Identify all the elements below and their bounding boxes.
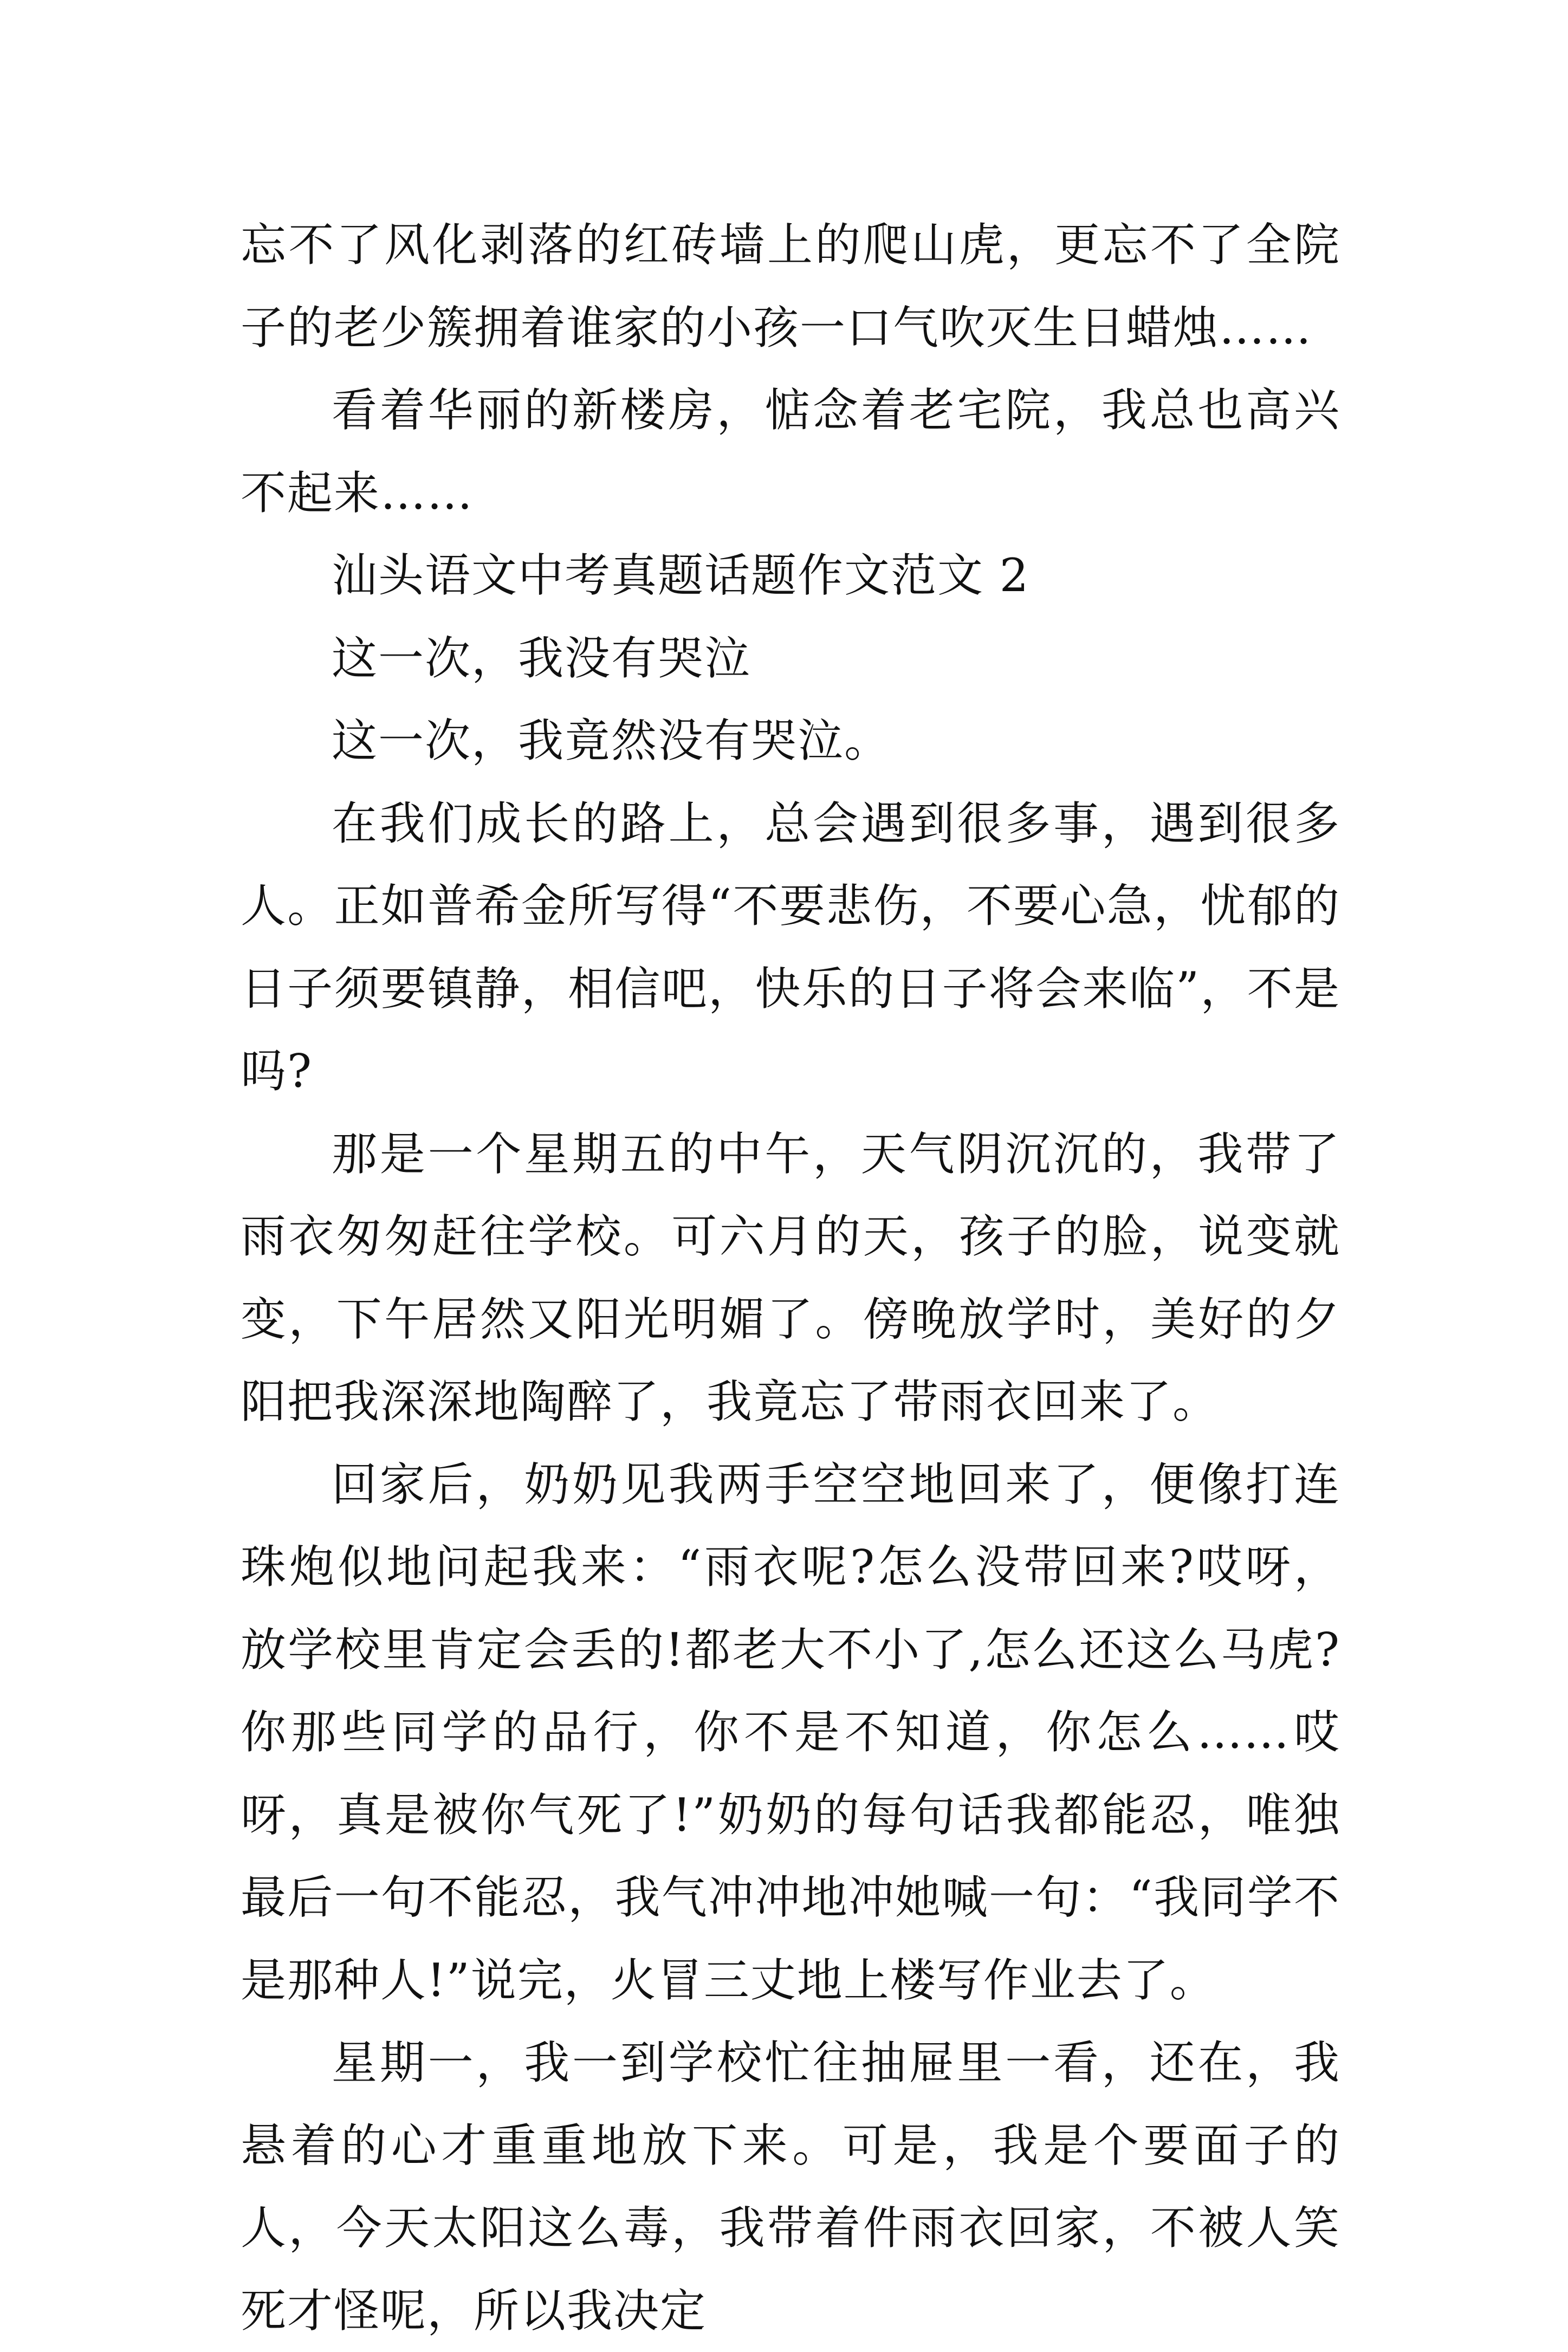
paragraph: 看着华丽的新楼房，惦念着老宅院，我总也高兴不起来……: [241, 384, 1340, 520]
essay-title: 这一次，我没有哭泣: [332, 631, 751, 685]
paragraph: 星期一，我一到学校忙往抽屉里一看，还在，我悬着的心才重重地放下来。可是，我是个要面子的人，今天太阳这么毒，我带着件雨衣回家，不被人笑死才怪呢，所以我决定: [241, 2036, 1340, 2337]
section-heading: 汕头语文中考真题话题作文范文 2: [332, 549, 1030, 602]
paragraph-continued: 忘不了风化剥落的红砖墙上的爬山虎，更忘不了全院子的老少簇拥着谁家的小孩一口气吹灭生日蜡烛……: [241, 218, 1340, 354]
paragraph: 回家后，奶奶见我两手空空地回来了，便像打连珠炮似地问起我来：“雨衣呢?怎么没带回来?哎呀，放学校里肯定会丢的!都老大不小了,怎么还这么马虎?你那些同学的品行，你不是不知道，你怎么……哎呀，真是被你气死了!”奶奶的每句话我都能忍，唯独最后一句不能忍，我气冲冲地冲她喊一句：“我同学不是那种人!”说完，火冒三丈地上楼写作业去了。: [241, 1457, 1340, 2007]
paragraph: 这一次，我竟然没有哭泣。: [332, 714, 891, 767]
paragraph: 那是一个星期五的中午，天气阴沉沉的，我带了雨衣匆匆赶往学校。可六月的天，孩子的脸，说变就变，下午居然又阳光明媚了。傍晚放学时，美好的夕阳把我深深地陶醉了，我竟忘了带雨衣回来了。: [241, 1127, 1340, 1428]
document-body: [241, 204, 1340, 2352]
paragraph: 在我们成长的路上，总会遇到很多事，遇到很多人。正如普希金所写得“不要悲伤，不要心急，忧郁的日子须要镇静，相信吧，快乐的日子将会来临”，不是吗?: [241, 796, 1340, 1098]
